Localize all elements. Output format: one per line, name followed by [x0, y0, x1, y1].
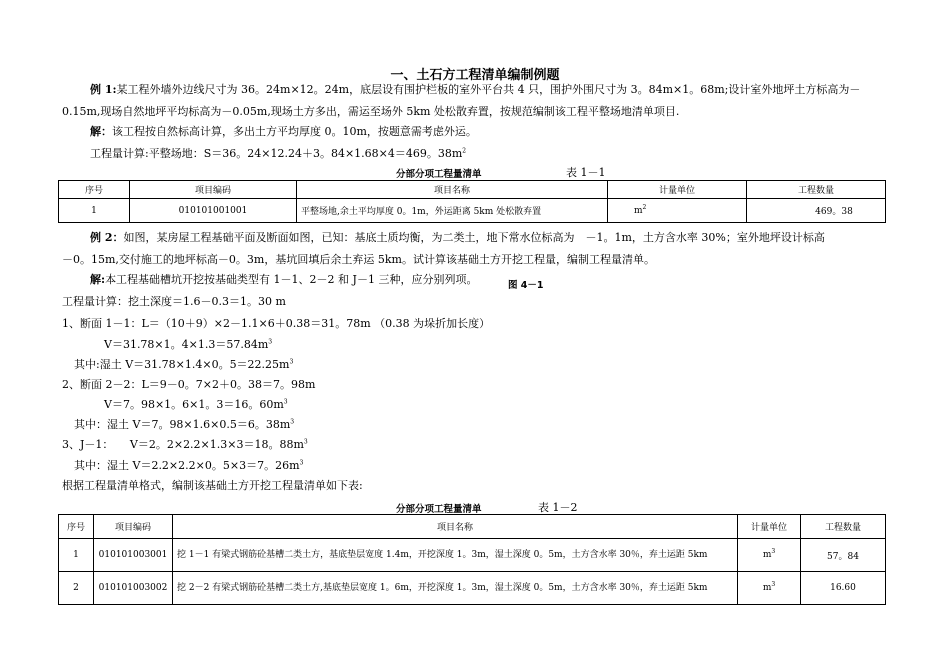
table2-header-code: 项目编码: [94, 515, 173, 539]
calc-section1-wet: 其中:湿土 V＝31.78×1.4×0。$5=22.25m^3$: [74, 358, 294, 371]
table2-cell-qty: 16.60: [801, 572, 886, 605]
table1: [58, 180, 886, 223]
table2-cell-code: 010101003002: [94, 572, 173, 605]
table2-cell-unit: $m^3$: [738, 572, 801, 605]
calc-section1-volume: V＝31.78×1。$4\times 1.3=57.84m^3$: [104, 338, 273, 351]
table2-cell-unit: $m^3$: [738, 539, 801, 572]
page-title: 一、土石方工程清单编制例题: [390, 68, 560, 83]
example2-line1: 例 2：如图，某房屋工程基础平面及断面如图，已知：基底土质均衡，为二类土，地下常水位标高为 －1。1m，土方含水率 30%；室外地坪设计标高: [90, 231, 825, 244]
calc-j1: 3、J－1： V＝2。2×2.2×1.3×3＝18。$88m^3$: [62, 438, 308, 451]
calc-section1: 1、断面 1－1：L＝（10＋9）×2－1.1×6＋0.38＝31。78m （0.38 为垛折加长度）: [62, 317, 491, 330]
table1-number: 表 1－1: [566, 166, 606, 179]
table1-cell-no: 1: [59, 199, 130, 223]
table2-header-name: 项目名称: [173, 515, 738, 539]
example1-calc: 工程量计算:平整场地：S＝36。24×12.24＋3。84×1.68×4＝469。$38m^2$: [90, 147, 467, 160]
table1-header-name: 项目名称: [297, 181, 608, 199]
calc-section2-volume: V＝7。98×1。6×1。3＝16。$60m^3$: [104, 398, 288, 411]
table2-header-unit: 计量单位: [738, 515, 801, 539]
table2-cell-no: 2: [59, 572, 94, 605]
table1-cell-qty: 469。38: [747, 199, 886, 223]
calc-depth: 工程量计算：挖土深度＝1.6－0.3＝1。30 m: [62, 295, 286, 308]
table1-header-unit: 计量单位: [608, 181, 747, 199]
table1-header-qty: 工程数量: [747, 181, 886, 199]
table2-number: 表 1－2: [538, 501, 578, 514]
table2-cell-name: 挖 1－1 有梁式钢筋砼基槽二类土方，基底垫层宽度 1.4m，开挖深度 1。3m，湿土深度 0。5m，土方含水率 30％，弃土运距 5km: [173, 539, 738, 572]
table1-cell-code: 010101001001: [130, 199, 297, 223]
table2-cell-code: 010101003001: [94, 539, 173, 572]
table-row: [59, 199, 886, 223]
table2: [58, 514, 886, 605]
table-row: [59, 539, 886, 572]
table2-caption: 分部分项工程量清单: [396, 504, 482, 515]
figure-label: 图 4－1: [508, 280, 544, 291]
calc-j1-wet: 其中：湿土 V＝2.2×2.2×0。5×3＝7。$26m^3$: [74, 459, 304, 472]
example2-line2: －0。15m,交付施工的地坪标高－0。3m，基坑回填后余土弃运 5km。试计算该基础土方开挖工程量，编制工程量清单。: [62, 253, 655, 266]
calc-section2-wet: 其中：湿土 V＝7。98×1.6×0.5＝6。$38m^3$: [74, 418, 295, 431]
final-note: 根据工程量清单格式，编制该基础土方开挖工程量清单如下表:: [62, 479, 363, 492]
example2-solution: 解:本工程基础槽坑开挖按基础类型有 1－1、2－2 和 J－1 三种，应分别列项。: [90, 273, 478, 286]
table2-cell-name: 挖 2－2 有梁式钢筋砼基槽二类土方,基底垫层宽度 1。6m，开挖深度 1。3m，湿土深度 0。5m，土方含水率 30％，弃土运距 5km: [173, 572, 738, 605]
table1-header-row: [59, 181, 886, 199]
table1-cell-unit: $m^2$: [608, 199, 747, 223]
table-row: [59, 572, 886, 605]
table1-caption: 分部分项工程量清单: [396, 169, 482, 180]
table2-header-row: [59, 515, 886, 539]
table1-header-code: 项目编码: [130, 181, 297, 199]
table2-cell-no: 1: [59, 539, 94, 572]
table2-header-no: 序号: [59, 515, 94, 539]
example1-line1: 例 1:某工程外墙外边线尺寸为 36。24m×12。24m，底层设有围护栏板的室外平台共 4 只，围护外围尺寸为 3。84m×1。68m;设计室外地坪土方标高为－: [90, 83, 861, 96]
example1-solution: 解：该工程按自然标高计算，多出土方平均厚度 0。10m，按题意需考虑外运。: [90, 125, 477, 138]
table2-header-qty: 工程数量: [801, 515, 886, 539]
calc-section2: 2、断面 2－2：L＝9－0。7×2＋0。38＝7。98m: [62, 378, 316, 391]
table1-cell-name: 平整场地,余土平均厚度 0。1m，外运距离 5km 处松散弃置: [297, 199, 608, 223]
table2-cell-qty: 57。84: [801, 539, 886, 572]
table1-header-no: 序号: [59, 181, 130, 199]
example1-line2: 0.15m,现场自然地坪平均标高为－0.05m,现场土方多出，需运至场外 5km 处松散弃置，按规范编制该工程平整场地清单项目.: [62, 105, 680, 118]
